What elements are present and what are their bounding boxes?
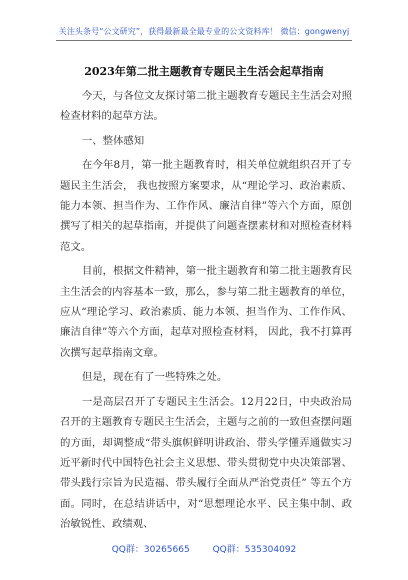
footer-qq-group-1: QQ群：30265665 [111, 545, 190, 555]
footer-qq-group-2: QQ群：535304092 [212, 545, 297, 555]
paragraph-intro: 今天，与各位文友探讨第二批主题教育专题民主生活会对照检查材料的起草方法。 [60, 90, 352, 123]
header-promo-note: 关注头条号“公文研究”，获得最新最全最专业的公文资料库！ 微信：gongwenyj [58, 27, 350, 36]
paragraph: 但是，现在有了一些特殊之处。 [81, 371, 228, 384]
header-divider [56, 40, 352, 41]
section-heading: 一、整体感知 [81, 134, 145, 147]
paragraph: 目前，根据文件精神，第一批主题教育和第二批主题教育民主生活会的内容基本一致，那么，参与第二批主题教育的单位，应从“理论学习、政治素质、能力本领、担当作为、工作作风、廉洁自律”等六个方面，起草对照检查材料， 因此，我不打算再次撰写起草指南文章。 [60, 265, 352, 359]
paragraph: 在今年8月，第一批主题教育时，相关单位就组织召开了专题民主生活会， 我也按照方案要求，从“理论学习、政治素质、能力本领、担当作为、工作作风、廉洁自律”等六个方面，原创撰写了相关的起草指南，并提供了问题查摆素材和对照检查材料范文。 [60, 159, 352, 253]
document-title: 2023年第二批主题教育专题民主生活会起草指南 [84, 65, 324, 78]
paragraph: 一是高层召开了专题民主生活会。12月22日，中央政治局召开的主题教育专题民主生活会，主题与之前的一致但查摆问题的方面，却调整成“带头旗帜鲜明讲政治、带头学懂弄通做实习近平新时代中国特色社会主义思想、带头贯彻党中央决策部署、带头践行宗旨为民造福、带头履行全面从严治党责任” 等五个方面。同时，在总结讲话中，对“思想理论水平、民主集中制、政治敏锐性、政绩观、 [60, 395, 352, 531]
footer-contact [0, 542, 408, 555]
document-body [60, 86, 352, 539]
